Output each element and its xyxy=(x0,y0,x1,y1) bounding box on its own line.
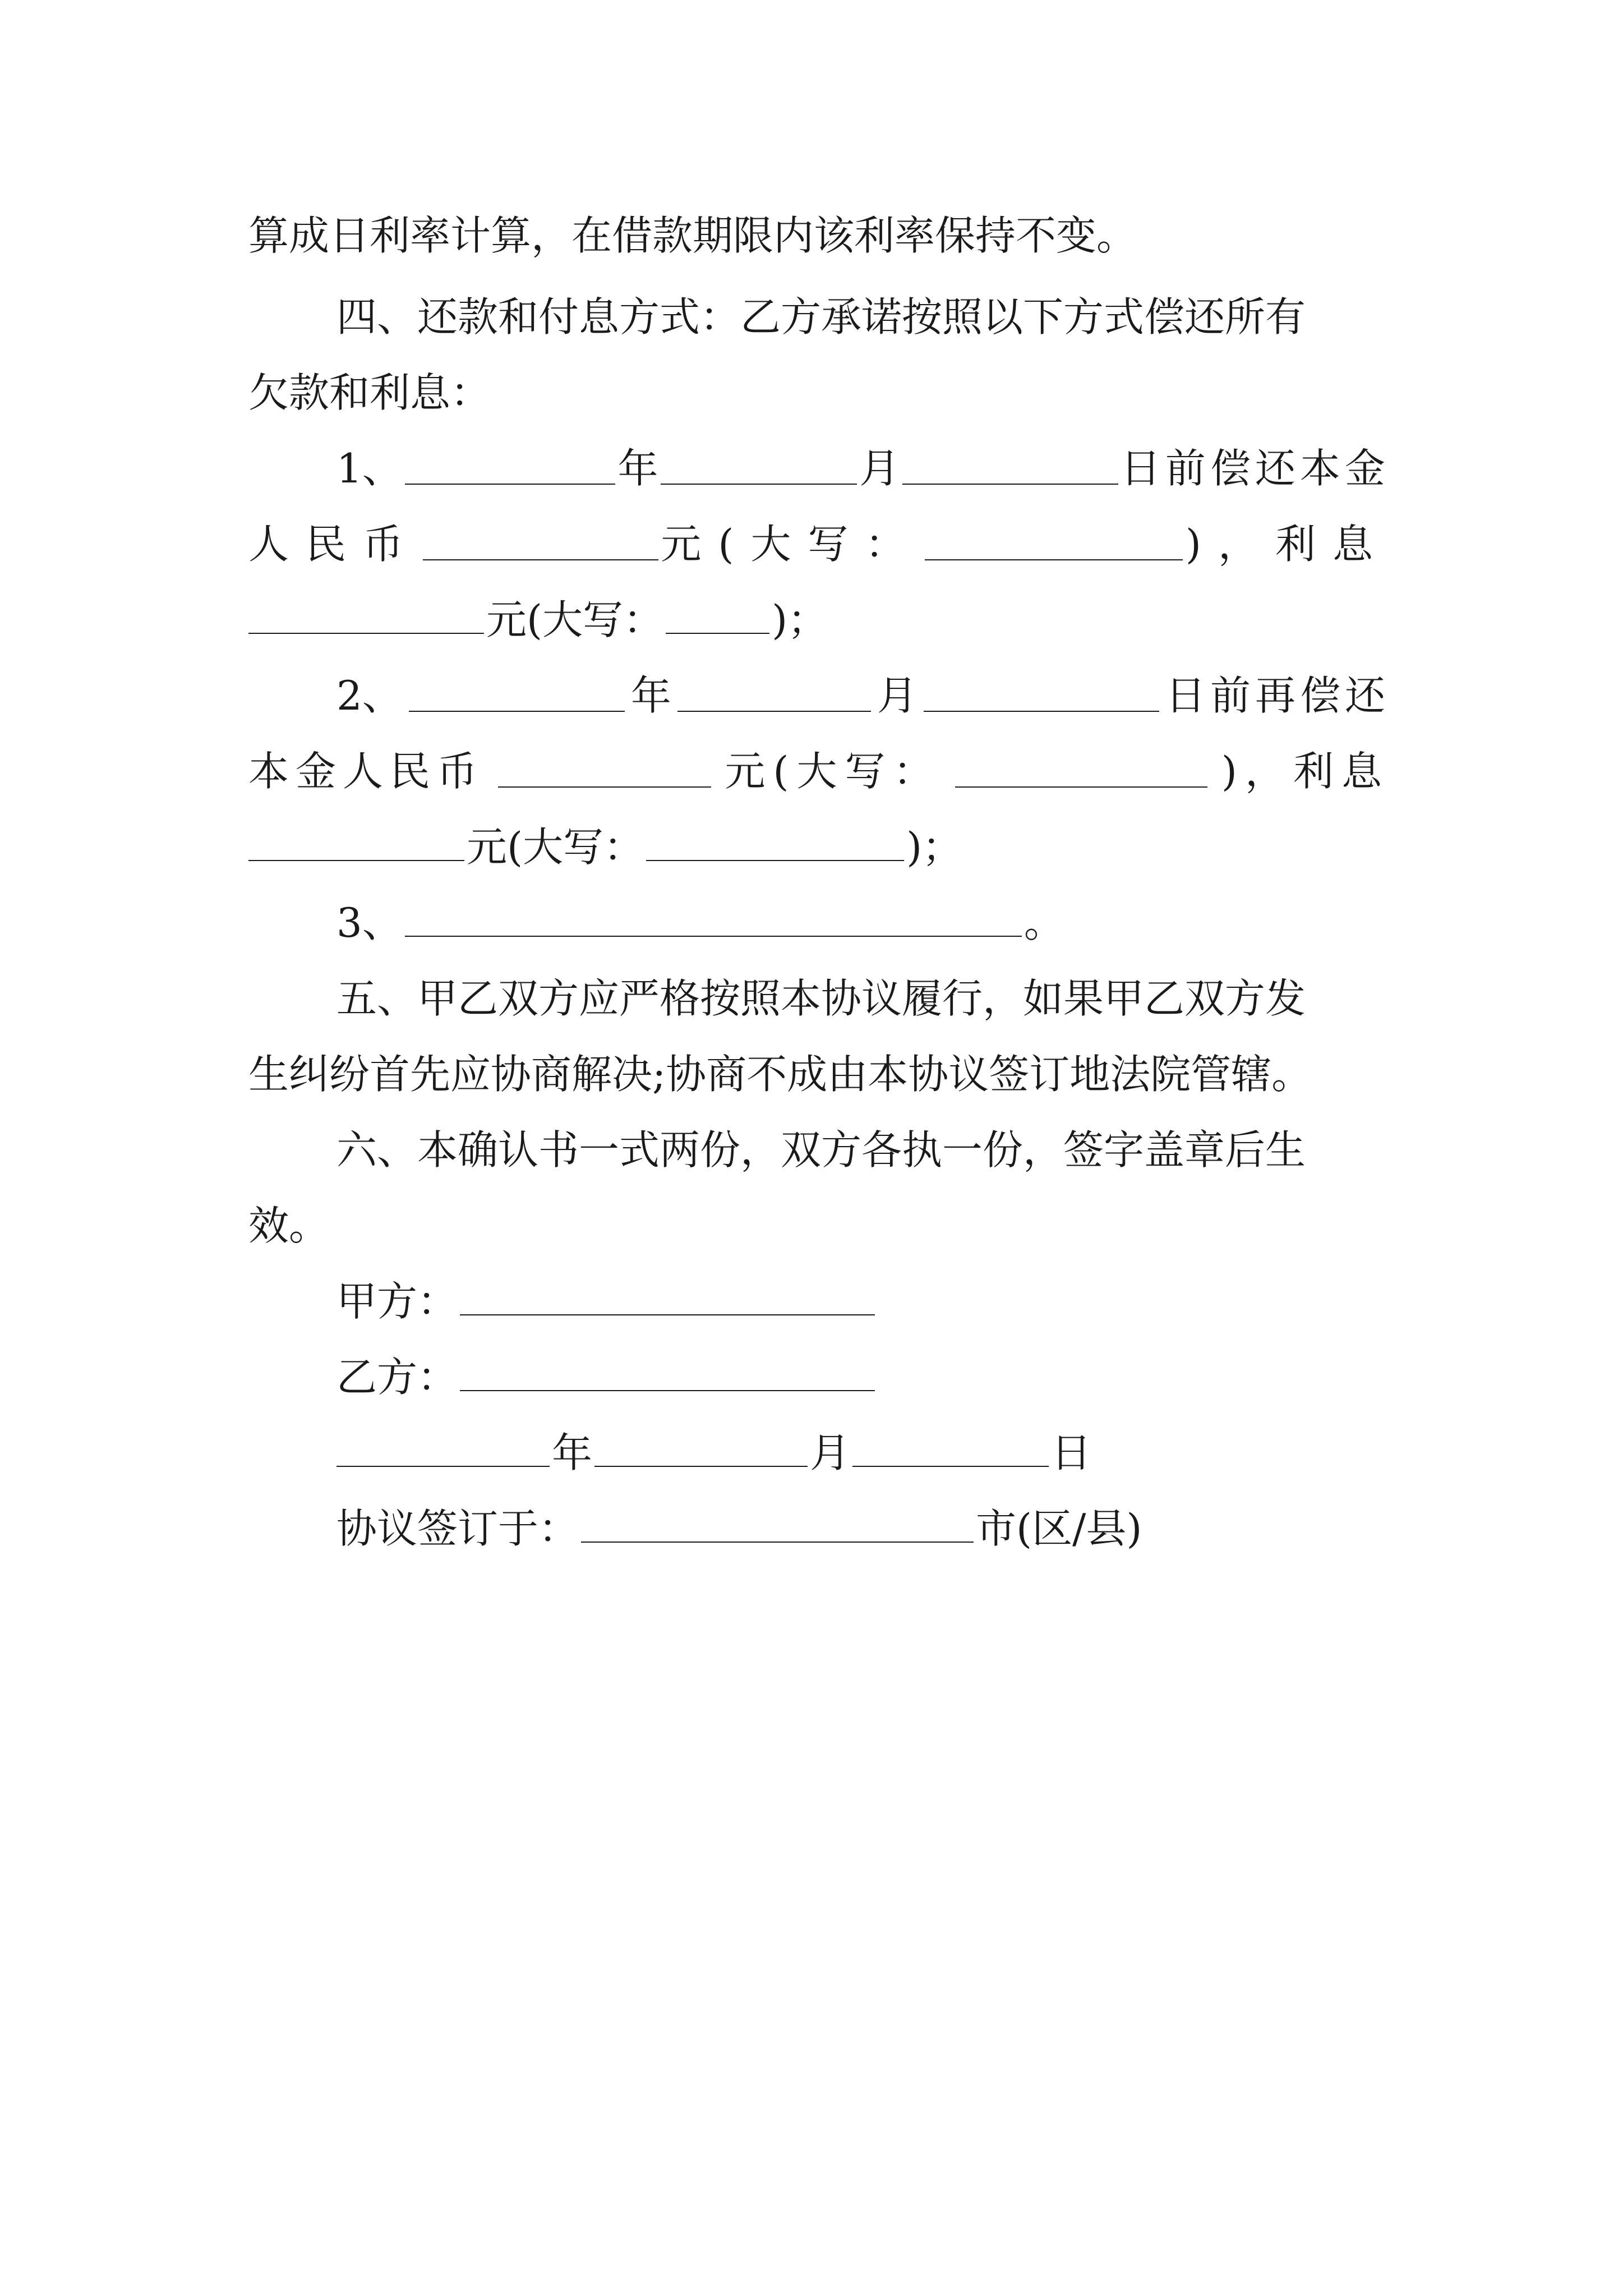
text: 。 xyxy=(1023,899,1064,946)
text: 年 xyxy=(552,1429,593,1476)
date-line xyxy=(336,1415,1390,1491)
text: 元(大写： xyxy=(467,823,644,871)
text: 元(大写： xyxy=(661,521,923,568)
text: 四、还款和付息方式：乙方承诺按照以下方式偿还所有 xyxy=(336,293,1306,341)
sign-place-label: 协议签订于： xyxy=(336,1505,579,1552)
blank-field[interactable] xyxy=(902,452,1118,485)
text: 年 xyxy=(630,672,671,719)
party-b-label: 乙方： xyxy=(336,1354,458,1401)
paragraph-line xyxy=(248,197,1390,274)
blank-field[interactable] xyxy=(666,601,769,634)
text: 月 xyxy=(877,672,917,719)
section-six-line-2 xyxy=(248,1188,1390,1264)
party-a-line xyxy=(336,1263,1390,1340)
item-2-line-2 xyxy=(248,733,1390,809)
text: 年 xyxy=(617,445,658,492)
text: 日前再偿还 xyxy=(1165,672,1390,719)
text: 日前偿还本金 xyxy=(1120,445,1390,492)
item-1-line-2 xyxy=(248,506,1390,582)
text: )，利息 xyxy=(1185,521,1390,568)
blank-field[interactable] xyxy=(405,904,1022,937)
party-a-label: 甲方： xyxy=(336,1278,458,1325)
party-b-signature-field[interactable] xyxy=(460,1359,875,1391)
blank-field[interactable] xyxy=(409,679,625,712)
text: )； xyxy=(906,823,963,871)
blank-field[interactable] xyxy=(498,755,711,788)
section-five-line-1 xyxy=(336,960,1390,1037)
item-1-line-3 xyxy=(248,582,1390,658)
text: 欠款和利息： xyxy=(248,369,491,416)
blank-field[interactable] xyxy=(661,452,857,485)
text: )； xyxy=(772,596,828,643)
party-b-line xyxy=(336,1339,1390,1415)
text: 月 xyxy=(810,1429,851,1476)
year-field[interactable] xyxy=(336,1434,550,1467)
section-four-heading xyxy=(336,279,1390,355)
text: )，利息 xyxy=(1221,748,1390,795)
text: 生纠纷首先应协商解决;协商不成由本协议签订地法院管辖。 xyxy=(248,1051,1312,1098)
text: 2、 xyxy=(336,672,403,719)
blank-field[interactable] xyxy=(955,755,1207,788)
text: 元(大写： xyxy=(725,748,942,795)
text: 算成日利率计算，在借款期限内该利率保持不变。 xyxy=(248,212,1137,259)
item-2-line-1 xyxy=(336,657,1390,734)
item-3-line xyxy=(336,885,1390,961)
text: 3、 xyxy=(336,899,403,946)
blank-field[interactable] xyxy=(248,829,464,861)
text: 1、 xyxy=(336,445,403,492)
blank-field[interactable] xyxy=(248,601,484,634)
text: 人民币 xyxy=(248,521,421,568)
text: 元(大写： xyxy=(486,596,664,643)
party-a-signature-field[interactable] xyxy=(460,1283,875,1315)
text: 五、甲乙双方应严格按照本协议履行，如果甲乙双方发 xyxy=(336,975,1306,1022)
blank-field[interactable] xyxy=(423,528,658,560)
blank-field[interactable] xyxy=(646,829,904,861)
item-1-line-1 xyxy=(336,430,1390,507)
text: 月 xyxy=(859,445,900,492)
blank-field[interactable] xyxy=(925,528,1183,560)
section-five-line-2 xyxy=(248,1036,1390,1112)
blank-field[interactable] xyxy=(405,452,615,485)
section-six-line-1 xyxy=(336,1112,1390,1188)
text: 日 xyxy=(1051,1429,1092,1476)
text: 本金人民币 xyxy=(248,748,485,795)
text: 市(区/县) xyxy=(976,1505,1142,1552)
text: 六、本确认书一式两份，双方各执一份，签字盖章后生 xyxy=(336,1126,1306,1174)
item-2-line-3 xyxy=(248,809,1390,885)
month-field[interactable] xyxy=(594,1434,808,1467)
sign-place-line xyxy=(336,1490,1390,1567)
paragraph-line xyxy=(248,355,1390,431)
day-field[interactable] xyxy=(852,1434,1049,1467)
blank-field[interactable] xyxy=(924,679,1159,712)
sign-place-field[interactable] xyxy=(581,1510,974,1543)
blank-field[interactable] xyxy=(677,679,871,712)
text: 效。 xyxy=(248,1202,330,1249)
